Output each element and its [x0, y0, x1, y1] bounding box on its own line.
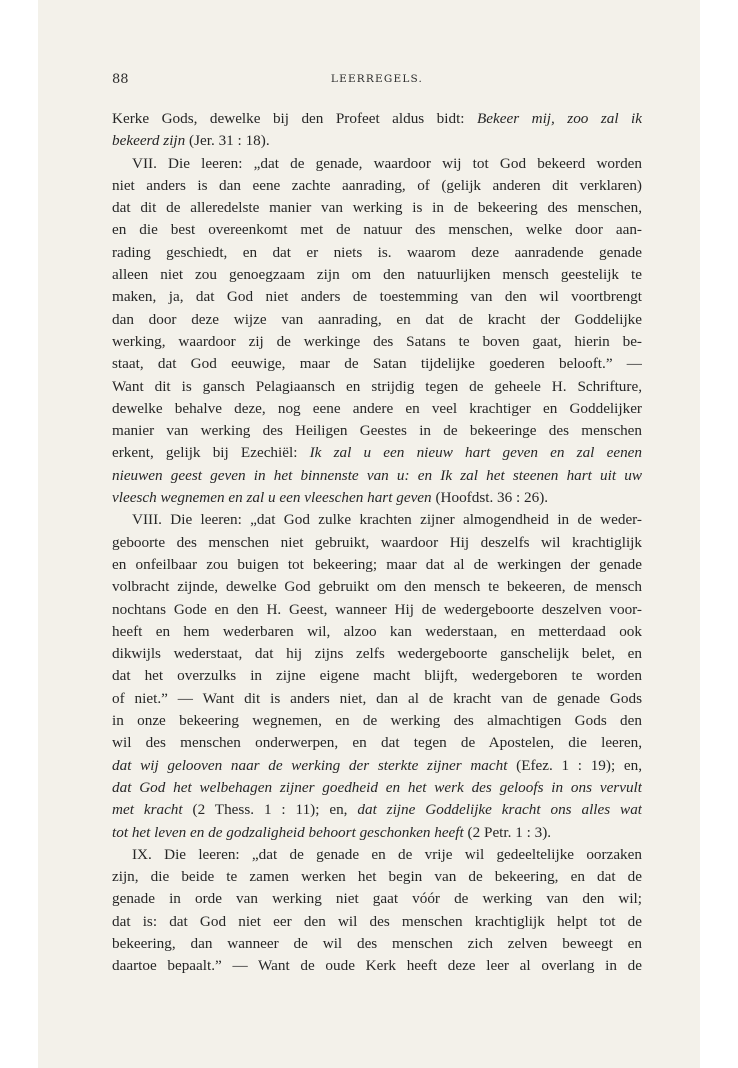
text-line	[112, 331, 642, 353]
text-line	[112, 197, 642, 219]
running-title: LEERREGELS.	[330, 73, 424, 85]
text-line	[112, 554, 642, 576]
text-line	[112, 888, 642, 910]
text-segment: dewelke behalve deze, nog eene andere en veel krachtiger en Goddelijker	[112, 399, 642, 417]
text-segment: werking, waardoor zij de werkinge des Satans te boven gaat, hierin be-	[112, 332, 642, 350]
text-segment: erkent, gelijk bij Ezechiël:	[112, 444, 310, 462]
text-segment: IX. Die leeren: „dat de genade en de vrije wil gedeeltelijke oorzaken	[132, 845, 642, 863]
text-line	[112, 398, 642, 420]
text-segment: VIII. Die leeren: „dat God zulke krachten zijner almogendheid in de weder-	[132, 511, 642, 529]
text-line	[112, 665, 642, 687]
text-segment: zijn, die beide te zamen werken het begin van de bekeering, en dat de	[112, 868, 642, 886]
text-line	[112, 487, 642, 509]
text-segment: dat het overzulks in zijne eigene macht blijft, wedergeboren te worden	[112, 667, 642, 685]
text-line	[112, 799, 642, 821]
page-number: 88	[112, 72, 129, 87]
text-segment: Want dit is gansch Pelagiaansch en strijdig tegen de geheele H. Schrifture,	[112, 377, 642, 395]
text-segment: bekeering, dan wanneer de wil des menschen zich zelven beweegt en	[112, 934, 642, 952]
text-segment: of niet.” — Want dit is anders niet, dan al de kracht van de genade Gods	[112, 689, 642, 707]
text-segment: geboorte des menschen niet gebruikt, waardoor Hij deszelfs wil krachtiglijk	[112, 533, 642, 551]
text-segment: volbracht zijnde, dewelke God gebruikt om den mensch te bekeeren, de mensch	[112, 578, 642, 596]
text-segment: genade in orde van werking niet gaat vóór de werking van den wil;	[112, 890, 642, 908]
text-line	[112, 420, 642, 442]
text-line	[112, 777, 642, 799]
text-line	[112, 621, 642, 643]
text-line	[112, 599, 642, 621]
text-line	[112, 465, 642, 487]
text-line	[112, 911, 642, 933]
text-line	[112, 286, 642, 308]
text-line	[112, 153, 642, 175]
text-line	[112, 576, 642, 598]
text-line	[112, 130, 642, 152]
italic-citation: tot het leven en de godzaligheid behoort geschonken heeft	[112, 823, 464, 841]
text-segment: dat dit de alleredelste manier van werking is in de bekeering des menschen,	[112, 199, 642, 217]
text-line	[112, 844, 642, 866]
italic-citation: dat wij gelooven naar de werking der sterkte zijner macht	[112, 756, 508, 774]
text-line	[112, 442, 642, 464]
text-line	[112, 955, 642, 977]
italic-citation: Ik zal u een nieuw hart geven en zal eenen	[309, 444, 642, 462]
text-segment: wil des menschen onderwerpen, en dat tegen de Apostelen, die leeren,	[112, 734, 642, 752]
text-line	[112, 643, 642, 665]
page-header	[112, 72, 642, 92]
text-segment: en die best overeenkomt met de natuur des menschen, welke door aan-	[112, 221, 642, 239]
italic-citation: dat God het welbehagen zijner goedheid en het werk des geloofs in ons vervult	[112, 778, 642, 796]
text-line	[112, 309, 642, 331]
text-segment: (Efez. 1 : 19); en,	[507, 756, 642, 774]
text-line	[112, 353, 642, 375]
text-segment: manier van werking des Heiligen Geestes in de bekeeringe des menschen	[112, 422, 642, 440]
text-segment: dikwijls wederstaat, dat hij zijns zelfs wedergeboorte ganschelijk belet, en	[112, 645, 642, 663]
italic-citation: bekeerd zijn	[112, 132, 186, 150]
text-line	[112, 866, 642, 888]
text-segment: (Hoofdst. 36 : 26).	[431, 489, 549, 507]
text-line	[112, 822, 642, 844]
text-segment: en onfeilbaar zou buigen tot bekeering; maar dat al de werkingen der genade	[112, 555, 642, 573]
italic-citation: met kracht	[112, 801, 183, 819]
text-segment: (2 Thess. 1 : 11); en,	[182, 801, 358, 819]
text-segment: niet anders is dan eene zachte aanrading, of (gelijk anderen dit verklaren)	[112, 176, 642, 194]
text-segment: rading geschiedt, en dat er niets is. waarom deze aanradende genade	[112, 243, 642, 261]
text-segment: VII. Die leeren: „dat de genade, waardoor wij tot God bekeerd worden	[132, 154, 642, 172]
body-text	[112, 108, 642, 978]
text-segment: maken, ja, dat God niet anders de toestemming van den wil voortbrengt	[112, 288, 642, 306]
italic-citation: vleesch wegnemen en zal u een vleeschen hart geven	[112, 489, 432, 507]
text-line	[112, 509, 642, 531]
text-segment: dan door deze wijze van aanrading, en dat de kracht der Goddelijke	[112, 310, 642, 328]
text-segment: dat is: dat God niet eer den wil des menschen krachtiglijk helpt tot de	[112, 912, 642, 930]
text-line	[112, 688, 642, 710]
text-line	[112, 175, 642, 197]
text-line	[112, 242, 642, 264]
text-segment: daartoe bepaalt.” — Want de oude Kerk heeft deze leer al overlang in de	[112, 957, 642, 975]
italic-citation: dat zijne Goddelijke kracht ons alles wat	[357, 801, 642, 819]
italic-citation: nieuwen geest geven in het binnenste van u: en Ik zal het steenen hart uit uw	[112, 466, 642, 484]
text-segment: nochtans Gode en den H. Geest, wanneer Hij de wedergeboorte deszelven voor-	[112, 600, 642, 618]
text-segment: alleen niet zou genoegzaam zijn om den natuurlijken mensch geestelijk te	[112, 266, 642, 284]
text-line	[112, 933, 642, 955]
text-line	[112, 219, 642, 241]
text-line	[112, 710, 642, 732]
text-segment: Kerke Gods, dewelke bij den Profeet aldus bidt:	[112, 110, 477, 127]
text-line	[112, 108, 642, 130]
text-segment: (Jer. 31 : 18).	[185, 132, 270, 150]
italic-citation: Bekeer mij, zoo zal ik	[477, 110, 642, 127]
text-line	[112, 755, 642, 777]
text-segment: staat, dat God eeuwige, maar de Satan tijdelijke goederen belooft.” —	[112, 355, 642, 373]
text-line	[112, 532, 642, 554]
text-line	[112, 264, 642, 286]
text-segment: in onze bekeering wegnemen, en de werking des almachtigen Gods den	[112, 712, 642, 730]
text-segment: (2 Petr. 1 : 3).	[463, 823, 552, 841]
text-line	[112, 732, 642, 754]
text-segment: heeft en hem wederbaren wil, alzoo kan wederstaan, en metterdaad ook	[112, 622, 642, 640]
text-line	[112, 376, 642, 398]
